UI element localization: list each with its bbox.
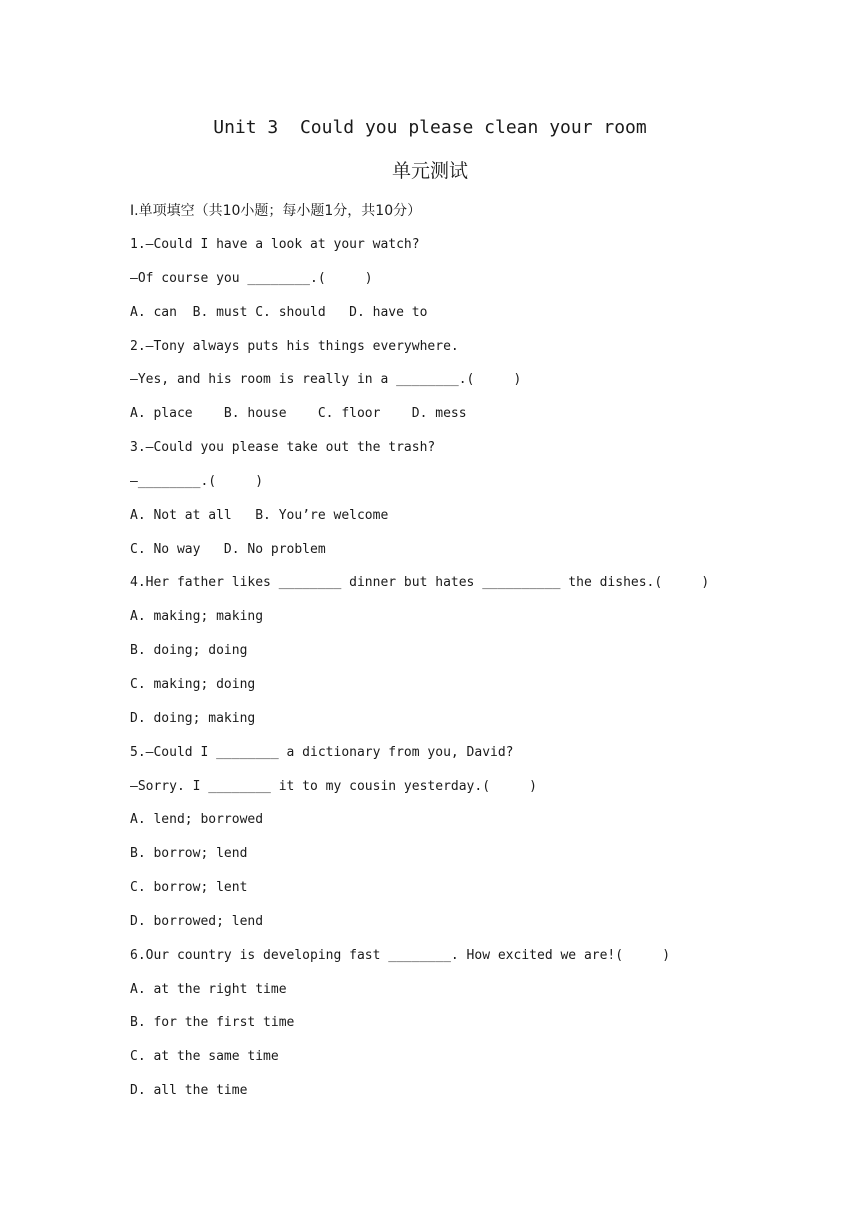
document-subtitle: 单元测试 xyxy=(391,160,468,182)
q6-stem: 6.Our country is developing fast ________. How excited we are!( ) xyxy=(130,947,671,963)
q5-option-b: B. borrow; lend xyxy=(130,846,248,862)
q4-option-b: B. doing; doing xyxy=(130,643,248,659)
q5-option-c: C. borrow; lent xyxy=(130,880,248,896)
q1-options: A. can B. must C. should D. have to xyxy=(130,304,428,320)
q6-option-a: A. at the right time xyxy=(130,981,287,997)
q6-option-b: B. for the first time xyxy=(130,1015,295,1031)
q1-response: —Of course you ________.( ) xyxy=(130,270,373,286)
q6-option-d: D. all the time xyxy=(130,1083,248,1099)
q3-options-ab: A. Not at all B. You’re welcome xyxy=(130,507,389,523)
document-title: Unit 3 Could you please clean your room xyxy=(213,117,647,138)
q5-stem: 5.—Could I ________ a dictionary from you, David? xyxy=(130,744,514,760)
section-heading: Ⅰ.单项填空（共10小题；每小题1分，共10分） xyxy=(130,203,422,219)
q4-option-d: D. doing; making xyxy=(130,710,256,726)
q4-option-a: A. making; making xyxy=(130,609,264,625)
q2-stem: 2.—Tony always puts his things everywhere. xyxy=(130,338,459,354)
q2-response: —Yes, and his room is really in a ________.( ) xyxy=(130,372,522,388)
q4-stem: 4.Her father likes ________ dinner but hates __________ the dishes.( ) xyxy=(130,575,710,591)
q6-option-c: C. at the same time xyxy=(130,1049,279,1065)
q3-stem: 3.—Could you please take out the trash? xyxy=(130,440,436,456)
q3-response: —________.( ) xyxy=(130,473,264,489)
q3-options-cd: C. No way D. No problem xyxy=(130,541,326,557)
q1-stem: 1.—Could I have a look at your watch? xyxy=(130,237,420,252)
q5-option-d: D. borrowed; lend xyxy=(130,913,264,929)
q4-option-c: C. making; doing xyxy=(130,676,256,692)
q5-option-a: A. lend; borrowed xyxy=(130,812,264,828)
q2-options: A. place B. house C. floor D. mess xyxy=(130,406,467,422)
q5-response: —Sorry. I ________ it to my cousin yesterday.( ) xyxy=(130,778,537,794)
question-list xyxy=(130,235,750,1115)
